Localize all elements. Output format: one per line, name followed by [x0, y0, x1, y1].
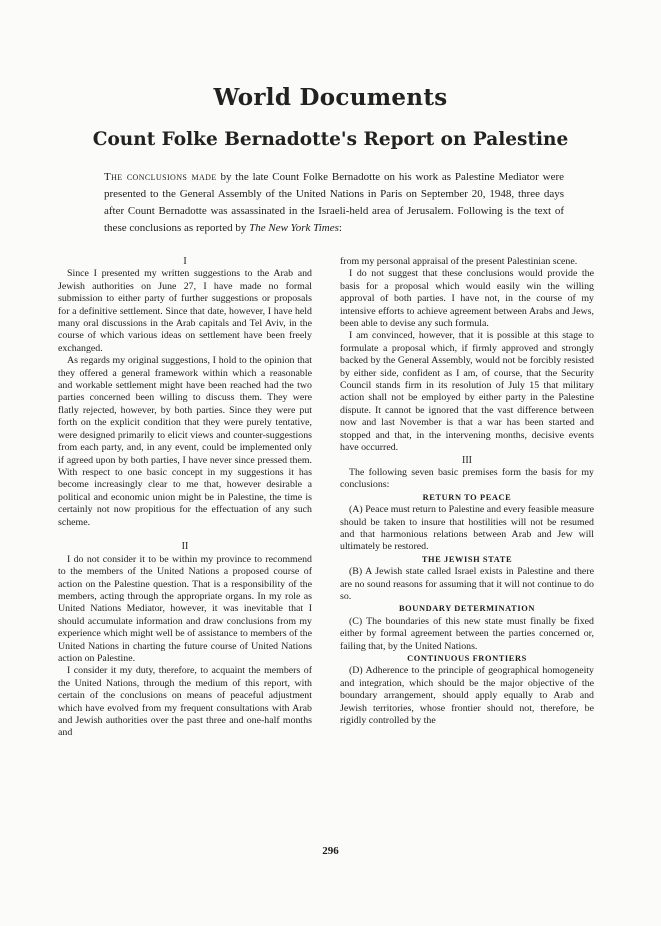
right-column — [340, 256, 594, 727]
body-paragraph: I am convinced, however, that it is possible at this stage to formulate a proposal which, if firmly approved and strongly backed by the General Assembly, would not be forcibly resisted by either side, confident as I am, of course, that the Security Council stands firm in its resolution of July 15 that military action shall not be employed by either party in the Palestine dispute. It cannot be ignored that the vast difference between now and last November is that a war has been started and stopped and that, in the intervening months, decisive events have occurred. — [340, 330, 594, 454]
intro-text: by the late Count Folke Bernadotte on his work as Palestine Mediator were presented to the General Assembly of the United Nations in Paris on September 20, 1948, three days after Count Bernadotte was assassinated in the Israeli-held area of Jerusalem. Following is the text of these conclusions as reported by — [104, 171, 564, 234]
section-gap — [58, 529, 312, 541]
intro-end: : — [338, 222, 342, 234]
body-paragraph: As regards my original suggestions, I hold to the opinion that they offered a general framework within which a reasonable and workable settlement might have been reached had the two parties concerned been willing to discuss them. They were flatly rejected, however, by both parties. Since they were put forth on the explicit condition that they were purely tentative, were designed primarily to elicit views and counter-suggestions from each party, and, in any event, could be implemented only if agreed upon by both parties, I have never since pressed them. With respect to one basic concept in my suggestions it has become increasingly clear to me that, however desirable a political and economic union might be in Palestine, the time is certainly not now propitious for the effectuation of any such scheme. — [58, 355, 312, 528]
intro-lead: The conclusions made — [104, 171, 217, 183]
body-paragraph: (D) Adherence to the principle of geographical homogeneity and integration, which should be the major objective of the boundary arrangement, should apply equally to Arab and Jewish territories, whose frontier should not, therefore, be rigidly controlled by the — [340, 665, 594, 727]
section-heading-1: I — [183, 256, 187, 267]
subheading-return-to-peace: RETURN TO PEACE — [422, 492, 512, 502]
section-heading-3: III — [462, 454, 472, 466]
subheading-jewish-state: THE JEWISH STATE — [421, 554, 513, 564]
body-paragraph: I consider it my duty, therefore, to acquaint the members of the United Nations, through the medium of this report, with certain of the conclusions on means of peaceful adjustment which have evolved from my frequent consultations with Arab and Jewish authorities over the past three and one-half months and — [58, 665, 312, 739]
body-paragraph: The following seven basic premises form the basis for my conclusions: — [340, 466, 594, 491]
intro-source: The New York Times — [249, 222, 339, 234]
body-paragraph: (A) Peace must return to Palestine and every feasible measure should be taken to insure that hostilities will not be resumed and that harmonious relations between Arab and Jew will ultimately be restored. — [340, 504, 594, 553]
section-heading-2: II — [181, 541, 189, 553]
left-column — [58, 256, 312, 740]
article-headline: Count Folke Bernadotte's Report on Palestine — [92, 129, 569, 150]
subheading-continuous-frontiers: CONTINUOUS FRONTIERS — [407, 654, 527, 663]
body-paragraph: (B) A Jewish state called Israel exists in Palestine and there are no sound reasons for assuming that it will not continue to do so. — [340, 566, 594, 602]
body-paragraph: from my personal appraisal of the present Palestinian scene. — [340, 256, 578, 267]
subheading-boundary-determination: BOUNDARY DETERMINATION — [399, 604, 535, 614]
body-paragraph: Since I presented my written suggestions to the Arab and Jewish authorities on June 27, I have made no formal submission to either party of further suggestions or proposals for a definitive settlement. Since that date, however, I have held many oral discussions in the Arab capitals and Tel Aviv, in the course of which various ideas on settlement have been freely exchanged. — [58, 268, 312, 354]
page-number: 296 — [322, 845, 339, 857]
body-paragraph: I do not suggest that these conclusions would provide the basis for a proposal which would easily win the willing approval of both parties. I have not, in the course of my intensive efforts to achieve agreement between Arabs and Jews, been able to devise any such formula. — [340, 268, 594, 330]
masthead: World Documents — [213, 84, 448, 111]
body-paragraph: (C) The boundaries of this new state must finally be fixed either by formal agreement between the parties concerned or, failing that, by the United Nations. — [340, 615, 594, 652]
intro-paragraph — [104, 169, 564, 237]
body-paragraph: I do not consider it to be within my province to recommend to the members of the United Nations a proposed course of action on the Palestine question. That is a responsibility of the members, acting through the appropriate organs. In my role as United Nations Mediator, however, it was inevitable that I should accumulate information and draw conclusions from my experience which might well be of assistance to members of the United Nations in charting the future course of United Nations action on Palestine. — [58, 553, 312, 664]
